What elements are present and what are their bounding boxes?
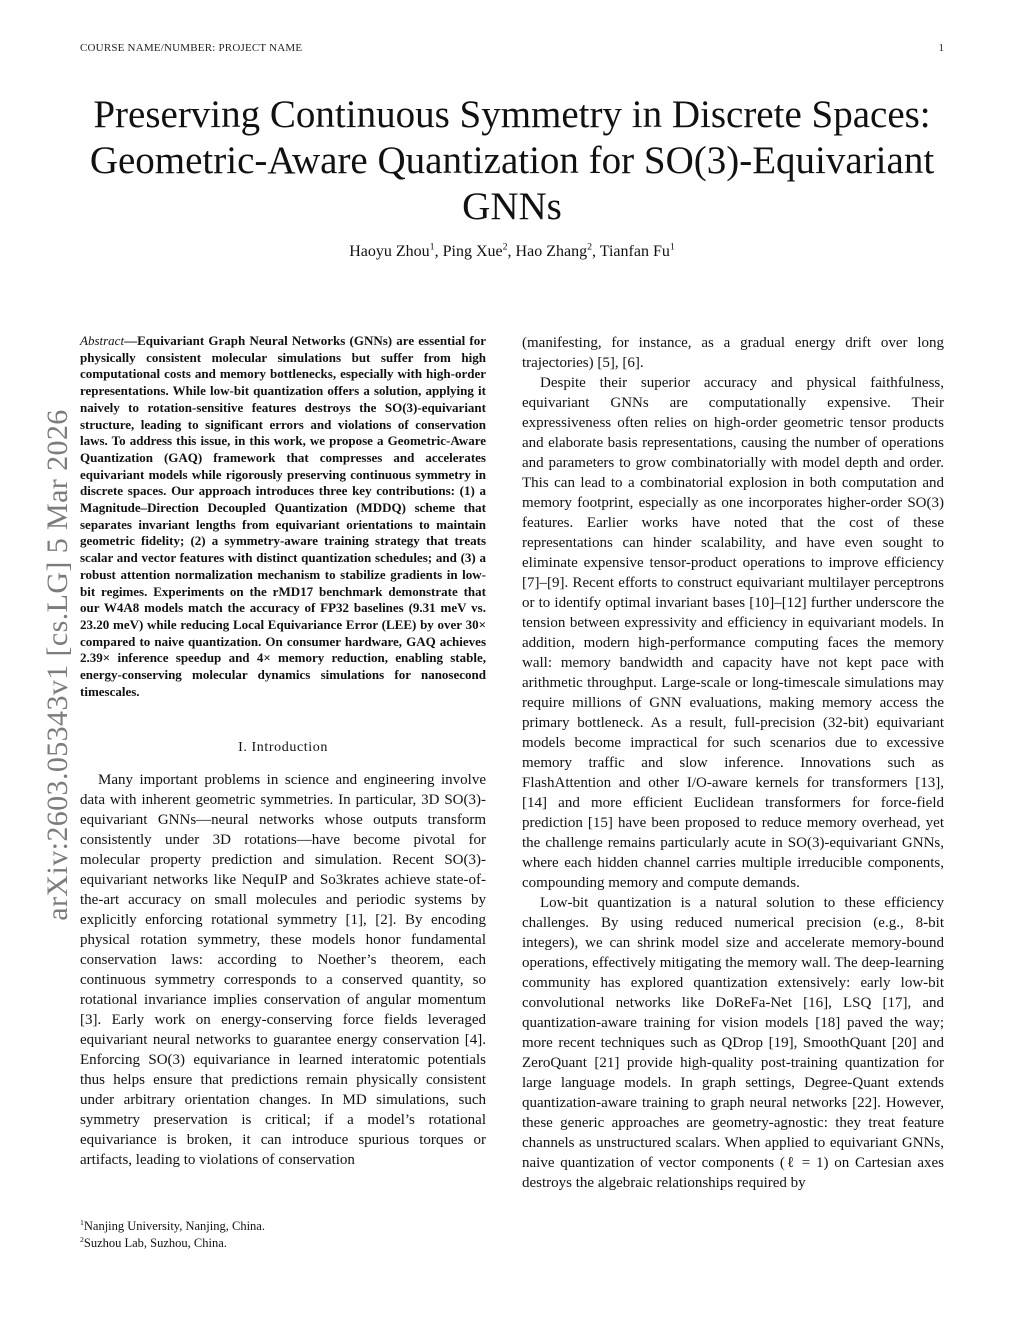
right-column [522,333,944,1193]
author-separator: , [507,243,516,260]
footnote-mark: 1 [80,1217,84,1227]
intro-left-paragraphs [80,770,486,1170]
author-name: Haoyu Zhou [349,243,430,260]
abstract [80,333,486,700]
body-paragraph: (manifesting, for instance, as a gradual energy drift over long trajectories) [5], [6]. [522,335,944,371]
author-affiliation-mark: 1 [669,241,675,253]
page-number: 1 [938,42,944,54]
abstract-text: —Equivariant Graph Neural Networks (GNNs) are essential for physically consistent molecular simulations but suffer from high computational costs and memory bottlenecks, especially with high-order representations. While low-bit quantization offers a solution, applying it naively to rotation-sensitive features destroys the SO(3)-equivariant structure, leading to significant errors and violations of conservation laws. To address this issue, in this work, we propose a Geometric-Aware Quantization (GAQ) framework that compresses and accelerates equivariant models while rigorously preserving continuous symmetry in discrete spaces. Our approach introduces three key contributions: (1) a Magnitude–Direction Decoupled Quantization (MDDQ) scheme that separates invariant lengths from equivariant orientations to maintain geometric fidelity; (2) a symmetry-aware training strategy that treats scalar and vector features with distinct quantization schedules; and (3) a robust attention normalization mechanism to stabilize gradients in low-bit regimes. Experiments on the rMD17 benchmark demonstrate that our W4A8 models match the accuracy of FP32 baselines (9.31 meV vs. 23.20 meV) while reducing Local Equivariance Error (LEE) by over 30× compared to naive quantization. On consumer hardware, GAQ achieves 2.39× inference speedup and 4× memory reduction, enabling stable, energy-conserving molecular dynamics simulations for nanosecond timescales. [80,333,486,699]
author-list [60,243,964,261]
author-affiliation-mark: 2 [587,241,593,253]
body-paragraph: Low-bit quantization is a natural solution to these efficiency challenges. By using reduced numerical precision (e.g., 8-bit integers), we can shrink model size and accelerate memory-bound operations, effectively mitigating the memory wall. The deep-learning community has explored quantization extensively: early low-bit convolutional networks like DoReFa-Net [16], LSQ [17], and quantization-aware training for vision models [18] paved the way; more recent techniques such as QDrop [19], SmoothQuant [20] and ZeroQuant [21] provide high-quality post-training quantization for large language models. In graph settings, Degree-Quant extends quantization-aware training to graph neural networks [22]. However, these generic approaches are geometry-agnostic: they treat feature channels as unstructured scalars. When applied to equivariant GNNs, naive quantization of vector components (ℓ = 1) on Cartesian axes destroys the algebraic relationships required by [522,895,944,1191]
running-header: COURSE NAME/NUMBER: PROJECT NAME [80,42,303,54]
author-separator: , [434,243,443,260]
author-name: Hao Zhang [515,243,588,260]
abstract-lead: Abstract [80,333,125,348]
footnote-text: Suzhou Lab, Suzhou, China. [83,1236,227,1250]
footnote-text: Nanjing University, Nanjing, China. [83,1219,265,1233]
footnote [80,1235,486,1252]
author-name: Tianfan Fu [599,243,670,260]
section-heading-introduction: I. Introduction [238,740,328,756]
footnotes [80,1218,486,1252]
footnote-mark: 2 [80,1234,84,1244]
author-affiliation-mark: 2 [502,241,508,253]
paper-title: Preserving Continuous Symmetry in Discrete Spaces: Geometric-Aware Quantization for SO(3)-Equivariant GNNs [89,93,935,228]
body-paragraph: Many important problems in science and engineering involve data with inherent geometric symmetries. In particular, 3D SO(3)-equivariant GNNs—neural networks whose outputs transform consistently under 3D rotations—have become pivotal for molecular property prediction and simulation. Recent SO(3)-equivariant networks like NequIP and So3krates achieve state-of-the-art accuracy on small molecules and periodic systems by explicitly enforcing rotational symmetry [1], [2]. By encoding physical rotation symmetry, these models honor fundamental conservation laws: according to Noether’s theorem, each continuous symmetry corresponds to a conserved quantity, so rotational invariance implies conservation of angular momentum [3]. Early work on energy-conserving force fields leveraged equivariant neural networks to guarantee energy conservation [4]. Enforcing SO(3) equivariance in learned interatomic potentials thus helps ensure that predictions remain physically consistent under arbitrary orientation changes. In MD simulations, such symmetry preservation is critical; if a model’s rotational equivariance is broken, it can introduce spurious torques or artifacts, leading to violations of conservation [80,772,486,1169]
author-separator: , [592,243,600,260]
author-name: Ping Xue [442,243,503,260]
author-affiliation-mark: 1 [429,241,435,253]
footnote [80,1218,486,1235]
arxiv-stamp: arXiv:2603.05343v1 [cs.LG] 5 Mar 2026 [41,409,74,921]
left-column [80,333,486,1170]
body-paragraph: Despite their superior accuracy and physical faithfulness, equivariant GNNs are computationally expensive. Their expressiveness often relies on high-order geometric tensor products and elaborate basis representations, causing the number of operations and parameters to grow combinatorially with model depth and order. This can lead to a combinatorial explosion in both computation and memory footprint, especially as one incorporates higher-order SO(3) features. Earlier works have noted that the cost of these representations can hinder scalability, and have even sought to eliminate expensive tensor-product operations to improve efficiency [7]–[9]. Recent efforts to construct equivariant multilayer perceptrons or to identify optimal invariant bases [10]–[12] further underscore the tension between expressivity and efficiency in equivariant models. In addition, modern high-performance computing faces the memory wall: memory bandwidth and capacity have not kept pace with arithmetic throughput. Large-scale or long-timescale simulations may require millions of GNN evaluations, making memory access the primary bottleneck. As a result, full-precision (32-bit) equivariant models become impractical for such scenarios due to excessive memory traffic and slow inference. Innovations such as FlashAttention and other I/O-aware kernels for transformers [13], [14] and more efficient Euclidean transformers for force-field prediction [15] have been proposed to reduce memory overhead, yet the challenge remains particularly acute in SO(3)-equivariant GNNs, where each hidden channel carries multiple irreducible components, compounding memory and compute demands. [522,375,944,891]
